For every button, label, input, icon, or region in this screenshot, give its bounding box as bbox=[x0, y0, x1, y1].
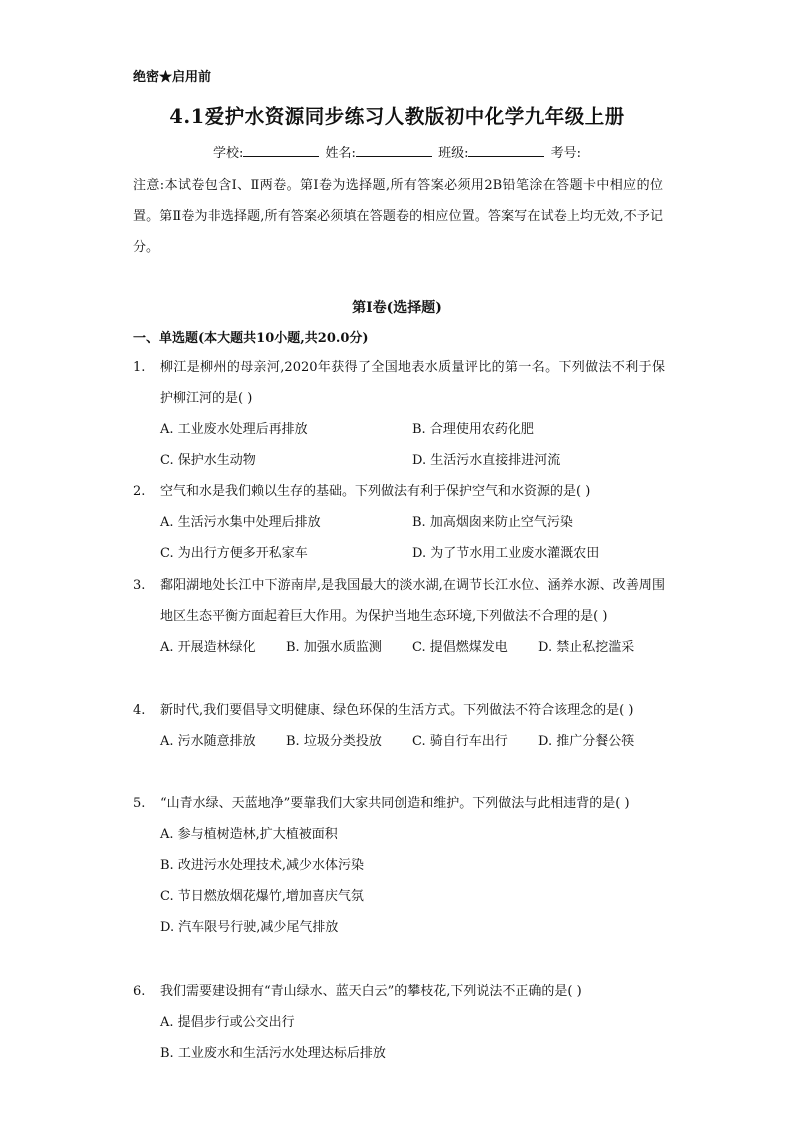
school-blank[interactable] bbox=[243, 144, 319, 157]
part-title: 一、单选题(本大题共10小题,共20.0分) bbox=[133, 331, 369, 346]
class-blank[interactable] bbox=[468, 144, 544, 157]
option-row bbox=[160, 538, 665, 569]
name-label: 姓名: bbox=[325, 146, 356, 161]
question-text: 柳江是柳州的母亲河,2020年获得了全国地表水质量评比的第一名。下列做法不利于保护柳江河的是( ) bbox=[160, 360, 665, 406]
section-title: 第Ⅰ卷(选择题) bbox=[352, 300, 442, 316]
question-6 bbox=[133, 976, 665, 1069]
exam-no-label: 考号: bbox=[550, 146, 581, 161]
question-4 bbox=[133, 695, 665, 757]
option-c[interactable]: C. 保护水生动物 bbox=[160, 453, 256, 468]
option-b[interactable]: B. 垃圾分类投放 bbox=[286, 734, 382, 749]
class-label: 班级: bbox=[438, 146, 469, 161]
option-a[interactable]: A. 开展造林绿化 bbox=[160, 640, 256, 655]
option-d[interactable]: D. 推广分餐公筷 bbox=[538, 734, 635, 749]
question-number: 1. bbox=[133, 360, 146, 375]
school-label: 学校: bbox=[213, 146, 244, 161]
question-5 bbox=[133, 788, 665, 943]
option-a[interactable]: A. 污水随意排放 bbox=[160, 734, 256, 749]
option-row bbox=[160, 445, 665, 476]
option-b[interactable]: B. 改进污水处理技术,减少水体污染 bbox=[160, 858, 364, 873]
question-2 bbox=[133, 476, 665, 569]
option-d[interactable]: D. 为了节水用工业废水灌溉农田 bbox=[412, 546, 600, 561]
option-row bbox=[160, 632, 665, 663]
student-info-line bbox=[0, 142, 794, 161]
option-b[interactable]: B. 合理使用农药化肥 bbox=[412, 422, 534, 437]
option-c[interactable]: C. 节日燃放烟花爆竹,增加喜庆气氛 bbox=[160, 889, 364, 904]
question-text: “山青水绿、天蓝地净”要靠我们大家共同创造和维护。下列做法与此相违背的是( ) bbox=[160, 796, 630, 811]
option-d[interactable]: D. 汽车限号行驶,减少尾气排放 bbox=[160, 920, 339, 935]
question-text: 新时代,我们要倡导文明健康、绿色环保的生活方式。下列做法不符合该理念的是( ) bbox=[160, 703, 634, 718]
question-text: 我们需要建设拥有“青山绿水、蓝天白云”的攀枝花,下列说法不正确的是( ) bbox=[160, 984, 582, 999]
question-text: 空气和水是我们赖以生存的基础。下列做法有利于保护空气和水资源的是( ) bbox=[160, 484, 591, 499]
question-number: 6. bbox=[133, 984, 146, 999]
option-c[interactable]: C. 骑自行车出行 bbox=[412, 734, 508, 749]
name-blank[interactable] bbox=[356, 144, 432, 157]
question-number: 4. bbox=[133, 703, 146, 718]
option-a[interactable]: A. 提倡步行或公交出行 bbox=[160, 1015, 295, 1030]
option-row bbox=[160, 726, 665, 757]
option-a[interactable]: A. 参与植树造林,扩大植被面积 bbox=[160, 827, 338, 842]
option-d[interactable]: D. 生活污水直接排进河流 bbox=[412, 453, 561, 468]
option-row bbox=[160, 414, 665, 445]
option-a[interactable]: A. 生活污水集中处理后排放 bbox=[160, 515, 321, 530]
question-number: 2. bbox=[133, 484, 146, 499]
question-text: 鄱阳湖地处长江中下游南岸,是我国最大的淡水湖,在调节长江水位、涵养水源、改善周围地区生态平衡方面起着巨大作用。为保护当地生态环境,下列做法不合理的是( ) bbox=[160, 578, 665, 624]
option-c[interactable]: C. 提倡燃煤发电 bbox=[412, 640, 508, 655]
question-1 bbox=[133, 352, 665, 476]
secret-label: 绝密★启用前 bbox=[133, 70, 212, 85]
option-d[interactable]: D. 禁止私挖滥采 bbox=[538, 640, 635, 655]
option-b[interactable]: B. 加强水质监测 bbox=[286, 640, 382, 655]
page-title: 4.1爱护水资源同步练习人教版初中化学九年级上册 bbox=[169, 105, 625, 128]
option-c[interactable]: C. 为出行方便多开私家车 bbox=[160, 546, 308, 561]
instructions-note: 注意:本试卷包含Ⅰ、Ⅱ两卷。第Ⅰ卷为选择题,所有答案必须用2B铅笔涂在答题卡中相应的位置。第Ⅱ卷为非选择题,所有答案必须填在答题卷的相应位置。答案写在试卷上均无效,不予记分。 bbox=[133, 178, 663, 255]
question-number: 3. bbox=[133, 578, 146, 593]
option-a[interactable]: A. 工业废水处理后再排放 bbox=[160, 422, 308, 437]
option-row bbox=[160, 507, 665, 538]
question-3 bbox=[133, 570, 665, 663]
question-number: 5. bbox=[133, 796, 146, 811]
option-b[interactable]: B. 工业废水和生活污水处理达标后排放 bbox=[160, 1046, 386, 1061]
option-b[interactable]: B. 加高烟囱来防止空气污染 bbox=[412, 515, 573, 530]
